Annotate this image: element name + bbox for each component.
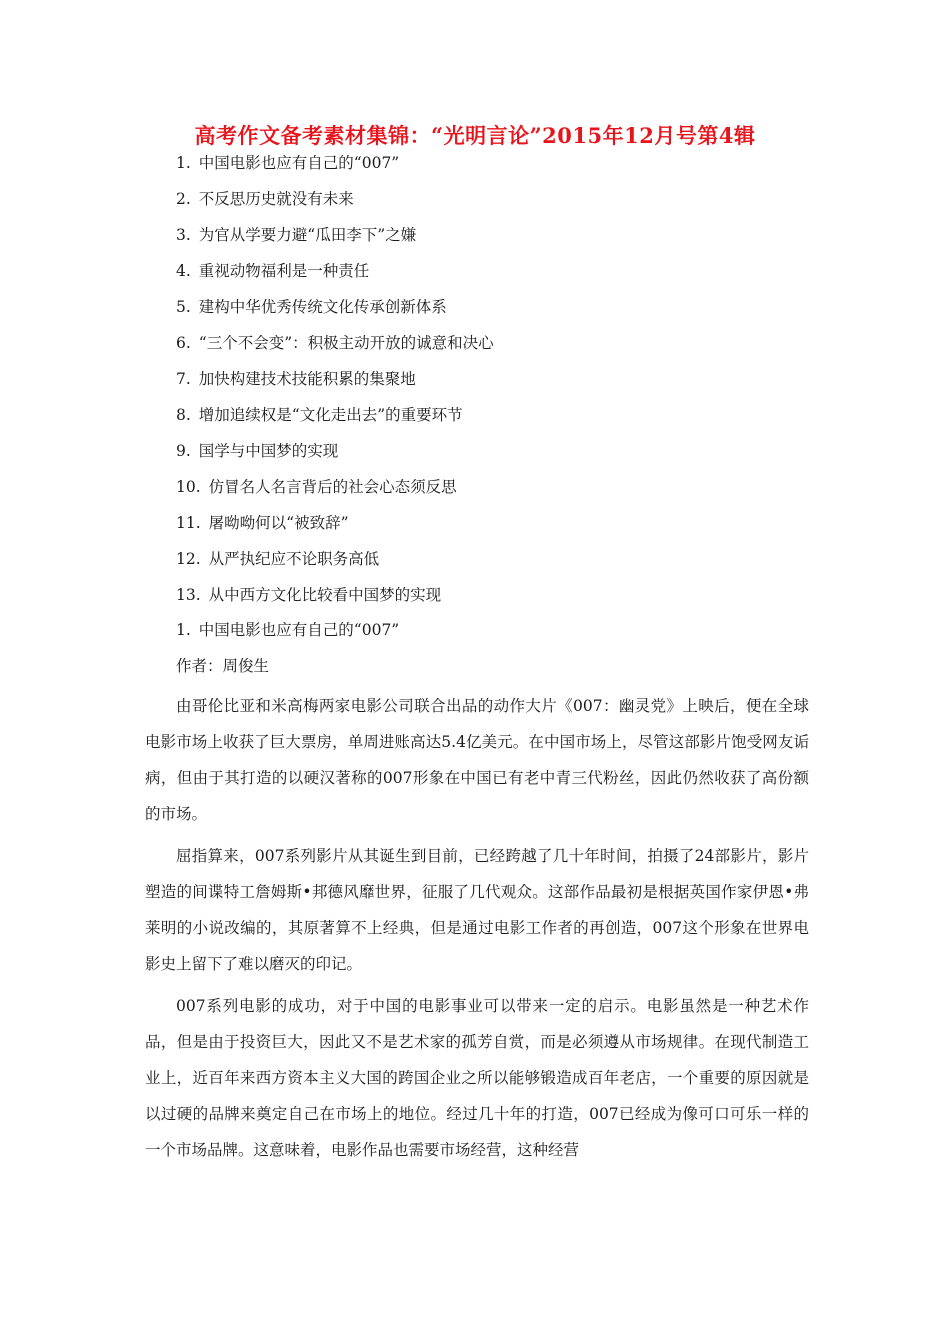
- toc-item-number: 9.: [176, 442, 191, 460]
- toc-item-number: 10.: [176, 478, 201, 496]
- section-heading: [176, 619, 399, 641]
- toc-item-text: 中国电影也应有自己的“007”: [198, 154, 400, 172]
- toc-item: [176, 224, 494, 260]
- toc-item-number: 6.: [176, 334, 191, 352]
- toc-item-text: 重视动物福利是一种责任: [198, 262, 370, 280]
- toc-item-text: 国学与中国梦的实现: [198, 442, 339, 460]
- toc-item-number: 8.: [176, 406, 191, 424]
- toc-item-text: 仿冒名人名言背后的社会心态须反思: [208, 478, 457, 496]
- toc-item-text: “三个不会变”：积极主动开放的诚意和决心: [198, 334, 494, 352]
- toc-item: [176, 332, 494, 368]
- toc-item-text: 增加追续权是“文化走出去”的重要环节: [198, 406, 463, 424]
- toc-item-number: 12.: [176, 550, 201, 568]
- document-title: 高考作文备考素材集锦：“光明言论”2015年12月号第4辑: [194, 123, 756, 148]
- toc-item-text: 从中西方文化比较看中国梦的实现: [208, 586, 442, 604]
- paragraph: 由哥伦比亚和米高梅两家电影公司联合出品的动作大片《007：幽灵党》上映后，便在全球电影市场上收获了巨大票房，单周进账高达5.4亿美元。在中国市场上，尽管这部影片饱受网友诟病，但由于其打造的以硬汉著称的007形象在中国已有老中青三代粉丝，因此仍然收获了高份额的市场。: [145, 697, 809, 823]
- toc-item: [176, 584, 494, 620]
- toc-item-text: 加快构建技术技能积累的集聚地: [198, 370, 416, 388]
- toc-item: [176, 296, 494, 332]
- toc-item: [176, 476, 494, 512]
- toc-item-number: 7.: [176, 370, 191, 388]
- toc-item-number: 2.: [176, 190, 191, 208]
- toc-item: [176, 512, 494, 548]
- toc-item-number: 3.: [176, 226, 191, 244]
- toc-item-text: 为官从学要力避“瓜田李下”之嫌: [198, 226, 417, 244]
- section-title: 中国电影也应有自己的“007”: [198, 621, 400, 639]
- toc-item: [176, 152, 494, 188]
- toc-item: [176, 368, 494, 404]
- toc-item-text: 建构中华优秀传统文化传承创新体系: [198, 298, 447, 316]
- toc-item-number: 11.: [176, 514, 201, 532]
- toc-item-number: 13.: [176, 586, 201, 604]
- paragraph: 007系列电影的成功，对于中国的电影事业可以带来一定的启示。电影虽然是一种艺术作品，但是由于投资巨大，因此又不是艺术家的孤芳自赏，而是必须遵从市场规律。在现代制造工业上，近百年来西方资本主义大国的跨国企业之所以能够锻造成百年老店，一个重要的原因就是以过硬的品牌来奠定自己在市场上的地位。经过几十年的打造，007已经成为像可口可乐一样的一个市场品牌。这意味着，电影作品也需要市场经营，这种经营: [145, 997, 809, 1159]
- toc-item-number: 5.: [176, 298, 191, 316]
- toc-item: [176, 188, 494, 224]
- author-line: 作者：周俊生: [176, 657, 270, 675]
- toc-item-text: 屠呦呦何以“被致辞”: [208, 514, 349, 532]
- toc-item-text: 不反思历史就没有未来: [198, 190, 354, 208]
- toc-item: [176, 404, 494, 440]
- article-body: [145, 688, 809, 1174]
- toc-item: [176, 260, 494, 296]
- paragraph: 屈指算来，007系列影片从其诞生到目前，已经跨越了几十年时间，拍摄了24部影片，影片塑造的间谍特工詹姆斯•邦德风靡世界，征服了几代观众。这部作品最初是根据英国作家伊恩•弗莱明的小说改编的，其原著算不上经典，但是通过电影工作者的再创造，007这个形象在世界电影史上留下了难以磨灭的印记。: [145, 847, 809, 973]
- toc-item-text: 从严执纪应不论职务高低: [208, 550, 380, 568]
- toc-item-number: 4.: [176, 262, 191, 280]
- toc-item: [176, 440, 494, 476]
- toc-item: [176, 548, 494, 584]
- toc-item-number: 1.: [176, 154, 191, 172]
- section-number: 1.: [176, 621, 191, 639]
- table-of-contents: [176, 152, 494, 620]
